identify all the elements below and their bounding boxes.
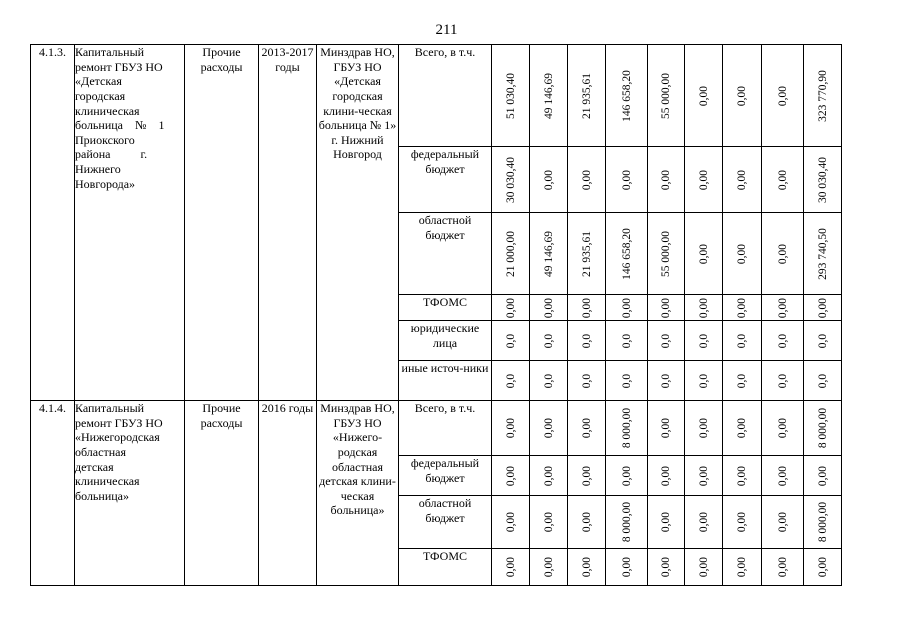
funding-value-cell (804, 321, 842, 361)
funding-value: 0,00 (659, 511, 672, 533)
funding-value-cell (685, 549, 723, 586)
funding-value: 0,00 (697, 85, 710, 106)
funding-value: 0,0 (735, 373, 748, 388)
page-number: 211 (435, 22, 458, 38)
funding-value: 0,0 (620, 373, 633, 388)
funding-value-cell (530, 456, 568, 496)
funding-source-label: ТФОМС (399, 295, 492, 321)
funding-value: 0,00 (542, 556, 555, 578)
funding-value-cell (492, 549, 530, 586)
funding-value-cell (685, 295, 723, 321)
funding-source-label: иные источ-ники (399, 361, 492, 401)
funding-value-cell (804, 549, 842, 586)
funding-value: 0,00 (580, 169, 593, 190)
item-name (75, 45, 185, 401)
funding-value: 0,0 (816, 373, 829, 388)
item-name-line: ремонт ГБУЗ НО (75, 415, 163, 430)
funding-value: 51 030,40 (504, 72, 517, 119)
funding-value: 0,00 (697, 297, 710, 318)
funding-value: 0,00 (504, 556, 517, 578)
item-name-line: района г. (75, 147, 148, 162)
funding-value-cell (685, 496, 723, 549)
funding-value: 0,00 (542, 169, 555, 190)
funding-value: 0,00 (659, 465, 672, 486)
funding-value: 0,00 (542, 511, 555, 533)
funding-value: 0,00 (620, 465, 633, 486)
funding-value: 0,00 (580, 297, 593, 318)
funding-value: 0,00 (776, 556, 789, 578)
funding-value-cell (648, 401, 685, 456)
item-number: 4.1.3. (31, 45, 75, 401)
funding-value: 0,00 (542, 297, 555, 318)
funding-value-cell (648, 213, 685, 295)
funding-value: 0,00 (659, 169, 672, 190)
funding-source-label: Всего, в т.ч. (399, 45, 492, 147)
item-name-line: Нижнего (75, 162, 121, 176)
funding-value-cell (530, 45, 568, 147)
funding-value: 0,00 (816, 465, 829, 486)
funding-value-cell (762, 361, 804, 401)
funding-value: 0,00 (816, 556, 829, 578)
funding-value-cell (762, 401, 804, 456)
funding-value: 0,00 (735, 169, 748, 190)
funding-value: 30 030,40 (504, 156, 517, 203)
funding-value: 0,00 (776, 417, 789, 439)
funding-value-cell (804, 45, 842, 147)
funding-source-label: Всего, в т.ч. (399, 401, 492, 456)
funding-value: 0,0 (580, 333, 593, 348)
funding-value-cell (685, 361, 723, 401)
funding-value-cell (685, 401, 723, 456)
funding-value: 0,0 (816, 333, 829, 348)
funding-value-cell (648, 456, 685, 496)
funding-value-cell (568, 213, 606, 295)
funding-value: 0,00 (776, 169, 789, 190)
funding-value: 0,00 (659, 297, 672, 318)
funding-value-cell (530, 295, 568, 321)
funding-value-cell (568, 361, 606, 401)
funding-value-cell (568, 45, 606, 147)
funding-value-cell (606, 496, 648, 549)
funding-value: 0,00 (776, 85, 789, 106)
executor: Минздрав НО, ГБУЗ НО «Нижего-родская областная детская клини-ческая больница» (317, 401, 399, 586)
funding-value-cell (762, 496, 804, 549)
funding-value-cell (606, 401, 648, 456)
funding-value-cell (685, 45, 723, 147)
funding-value-cell (804, 147, 842, 213)
funding-value: 0,00 (620, 297, 633, 318)
funding-value-cell (648, 45, 685, 147)
funding-value-cell (492, 321, 530, 361)
funding-value-cell (568, 401, 606, 456)
funding-value-cell (606, 321, 648, 361)
funding-value-cell (492, 147, 530, 213)
funding-source-label: областной бюджет (399, 213, 492, 295)
table-row (31, 401, 842, 456)
item-name-line: «Детская (75, 74, 122, 89)
funding-value-cell (492, 361, 530, 401)
funding-value-cell (568, 147, 606, 213)
funding-value: 293 740,50 (816, 227, 829, 280)
funding-value: 0,00 (697, 243, 710, 264)
funding-value-cell (648, 496, 685, 549)
funding-value-cell (723, 213, 762, 295)
funding-value: 0,00 (542, 465, 555, 486)
funding-value-cell (804, 361, 842, 401)
funding-value: 8 000,00 (816, 501, 829, 543)
funding-value-cell (648, 361, 685, 401)
item-name-line: городская (75, 88, 126, 103)
funding-value: 0,00 (659, 417, 672, 439)
funding-value: 0,0 (504, 333, 517, 348)
table-row (31, 45, 842, 147)
funding-value: 0,00 (697, 417, 710, 439)
funding-value: 0,00 (776, 243, 789, 264)
funding-value: 0,00 (542, 417, 555, 439)
funding-value-cell (648, 549, 685, 586)
funding-value-cell (530, 147, 568, 213)
funding-value: 55 000,00 (659, 72, 672, 119)
funding-value: 0,0 (659, 373, 672, 388)
funding-value-cell (685, 147, 723, 213)
funding-value-cell (568, 295, 606, 321)
funding-source-label: областной бюджет (399, 496, 492, 549)
funding-value-cell (762, 456, 804, 496)
funding-value: 0,00 (697, 511, 710, 533)
funding-value: 0,00 (735, 465, 748, 486)
item-name-line: больница» (75, 488, 129, 503)
item-name-line: Приокского (75, 132, 135, 147)
funding-value-cell (530, 549, 568, 586)
funding-value: 0,0 (542, 373, 555, 388)
funding-value: 21 000,00 (504, 230, 517, 277)
funding-value-cell (568, 496, 606, 549)
funding-value: 0,0 (542, 333, 555, 348)
funding-value-cell (723, 496, 762, 549)
funding-value: 0,0 (776, 333, 789, 348)
funding-value: 0,00 (735, 511, 748, 533)
funding-value: 0,00 (735, 85, 748, 106)
funding-value-cell (723, 456, 762, 496)
funding-value-cell (530, 401, 568, 456)
item-name-line: клиническая (75, 474, 140, 489)
funding-value-cell (804, 401, 842, 456)
funding-value: 0,0 (580, 373, 593, 388)
funding-value: 0,0 (697, 373, 710, 388)
executor: Минздрав НО, ГБУЗ НО «Детская городская клини-ческая больница № 1» г. Нижний Новгород (317, 45, 399, 401)
item-name-line: Новгорода» (75, 176, 136, 191)
funding-value: 0,0 (620, 333, 633, 348)
funding-value: 49 146,69 (542, 72, 555, 119)
funding-source-label: федеральный бюджет (399, 147, 492, 213)
funding-source-label: ТФОМС (399, 549, 492, 586)
funding-value-cell (685, 456, 723, 496)
funding-value-cell (492, 213, 530, 295)
funding-value: 0,00 (697, 556, 710, 578)
funding-value: 146 658,20 (620, 69, 633, 122)
funding-value-cell (648, 321, 685, 361)
funding-value: 0,00 (697, 465, 710, 486)
funding-value: 0,00 (776, 297, 789, 318)
funding-value: 0,00 (504, 511, 517, 533)
item-name-line: клиническая (75, 103, 140, 118)
item-name-line: ремонт ГБУЗ НО (75, 59, 163, 74)
item-name-line: Капитальный (75, 401, 145, 415)
funding-value: 0,00 (620, 556, 633, 578)
funding-value: 8 000,00 (816, 407, 829, 449)
funding-value-cell (723, 361, 762, 401)
funding-value-cell (606, 45, 648, 147)
funding-value-cell (492, 456, 530, 496)
item-name-line: Капитальный (75, 45, 145, 59)
funding-value: 0,00 (504, 417, 517, 439)
funding-source-label: юридические лица (399, 321, 492, 361)
funding-value: 8 000,00 (620, 501, 633, 543)
funding-value: 0,00 (580, 556, 593, 578)
item-name-line: областная (75, 444, 126, 459)
funding-value-cell (492, 401, 530, 456)
funding-value-cell (492, 496, 530, 549)
funding-value-cell (762, 321, 804, 361)
funding-value: 0,0 (659, 333, 672, 348)
funding-value-cell (723, 321, 762, 361)
implementation-years: 2013-2017 годы (259, 45, 317, 401)
funding-value: 21 935,61 (580, 230, 593, 277)
funding-value: 0,00 (735, 417, 748, 439)
funding-value: 0,00 (580, 417, 593, 439)
funding-value-cell (530, 361, 568, 401)
budget-table (30, 44, 842, 586)
funding-value: 0,00 (735, 556, 748, 578)
funding-value-cell (762, 213, 804, 295)
funding-value-cell (530, 496, 568, 549)
implementation-years: 2016 годы (259, 401, 317, 586)
funding-value: 8 000,00 (620, 407, 633, 449)
funding-value-cell (762, 45, 804, 147)
funding-source-label: федеральный бюджет (399, 456, 492, 496)
funding-value-cell (648, 147, 685, 213)
funding-value: 0,00 (659, 556, 672, 578)
item-name-line: больница № 1 (75, 118, 165, 133)
expense-type: Прочие расходы (185, 401, 259, 586)
funding-value: 55 000,00 (659, 230, 672, 277)
funding-value: 30 030,40 (816, 156, 829, 203)
item-name-line: детская (75, 459, 114, 474)
funding-value-cell (723, 549, 762, 586)
funding-value: 0,00 (776, 511, 789, 533)
funding-value: 0,00 (776, 465, 789, 486)
funding-value-cell (606, 549, 648, 586)
funding-value: 0,00 (620, 169, 633, 190)
funding-value: 0,00 (697, 169, 710, 190)
funding-value-cell (568, 321, 606, 361)
funding-value-cell (762, 147, 804, 213)
funding-value: 0,00 (580, 465, 593, 486)
funding-value: 21 935,61 (580, 72, 593, 119)
funding-value: 0,00 (735, 297, 748, 318)
funding-value: 49 146,69 (542, 230, 555, 277)
funding-value-cell (804, 496, 842, 549)
item-name (75, 401, 185, 586)
funding-value-cell (492, 45, 530, 147)
funding-value-cell (606, 295, 648, 321)
funding-value-cell (568, 549, 606, 586)
expense-type: Прочие расходы (185, 45, 259, 401)
funding-value-cell (804, 295, 842, 321)
funding-value: 0,00 (816, 297, 829, 318)
funding-value-cell (685, 213, 723, 295)
funding-value-cell (723, 45, 762, 147)
funding-value-cell (530, 213, 568, 295)
funding-value-cell (804, 456, 842, 496)
item-number: 4.1.4. (31, 401, 75, 586)
funding-value: 0,00 (580, 511, 593, 533)
funding-value: 0,0 (735, 333, 748, 348)
funding-value: 0,00 (504, 465, 517, 486)
funding-value-cell (723, 401, 762, 456)
funding-value: 0,00 (735, 243, 748, 264)
funding-value-cell (648, 295, 685, 321)
funding-value-cell (804, 213, 842, 295)
funding-value-cell (530, 321, 568, 361)
funding-value: 323 770,90 (816, 69, 829, 122)
funding-value-cell (492, 295, 530, 321)
funding-value: 0,0 (504, 373, 517, 388)
funding-value-cell (568, 456, 606, 496)
budget-table-body (31, 45, 842, 586)
funding-value-cell (606, 361, 648, 401)
funding-value-cell (762, 295, 804, 321)
funding-value: 0,0 (776, 373, 789, 388)
funding-value-cell (606, 213, 648, 295)
funding-value-cell (723, 147, 762, 213)
funding-value-cell (606, 147, 648, 213)
funding-value-cell (762, 549, 804, 586)
funding-value: 146 658,20 (620, 227, 633, 280)
item-name-line: «Нижегородская (75, 430, 160, 445)
funding-value-cell (606, 456, 648, 496)
funding-value: 0,00 (504, 297, 517, 318)
funding-value: 0,0 (697, 333, 710, 348)
funding-value-cell (723, 295, 762, 321)
funding-value-cell (685, 321, 723, 361)
